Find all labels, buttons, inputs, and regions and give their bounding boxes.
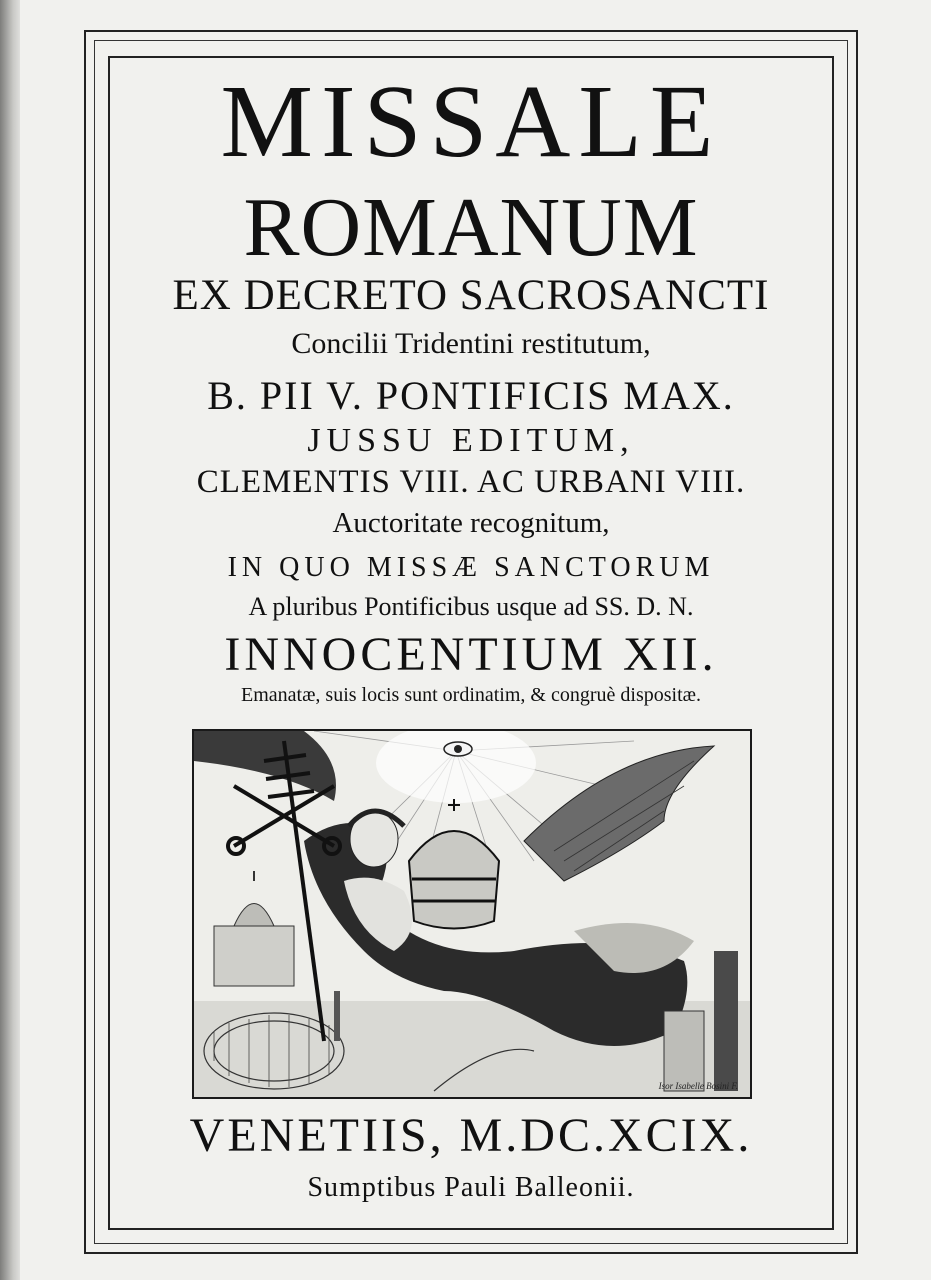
angel-with-tiara-engraving <box>194 731 750 1097</box>
subtitle-concilii: Concilii Tridentini restitutum, <box>291 327 651 360</box>
engraving-illustration <box>192 729 752 1099</box>
subtitle-jussu-editum: JUSSU EDITUM, <box>307 422 635 459</box>
subtitle-innocentium: INNOCENTIUM XII. <box>224 628 718 681</box>
title-romanum: ROMANUM <box>243 181 699 274</box>
subtitle-emanatae: Emanatæ, suis locis sunt ordinatim, & congruè dispositæ. <box>241 684 701 706</box>
title-missale: MISSALE <box>220 64 722 179</box>
engraver-signature: Isor Isabelle Bosini F. <box>658 1081 738 1091</box>
book-gutter-shadow <box>0 0 22 1280</box>
subtitle-auctoritate: Auctoritate recognitum, <box>332 507 610 539</box>
subtitle-pii-v: B. PII V. PONTIFICIS MAX. <box>207 373 735 418</box>
imprint-publisher: Sumptibus Pauli Balleonii. <box>307 1172 635 1203</box>
subtitle-ex-decreto: EX DECRETO SACROSANCTI <box>172 272 770 319</box>
eye-of-providence-icon <box>444 742 472 756</box>
subtitle-a-pluribus: A pluribus Pontificibus usque ad SS. D. N. <box>248 592 694 621</box>
obelisk <box>334 991 340 1041</box>
imprint-place-date: VENETIIS, M.DC.XCIX. <box>189 1109 753 1162</box>
basilica-dome <box>214 871 294 986</box>
subtitle-clementis: CLEMENTIS VIII. AC URBANI VIII. <box>196 464 746 500</box>
banner-cloth <box>194 731 336 801</box>
subtitle-in-quo-missae: IN QUO MISSÆ SANCTORUM <box>227 552 715 583</box>
papal-tiara-icon <box>409 799 499 929</box>
